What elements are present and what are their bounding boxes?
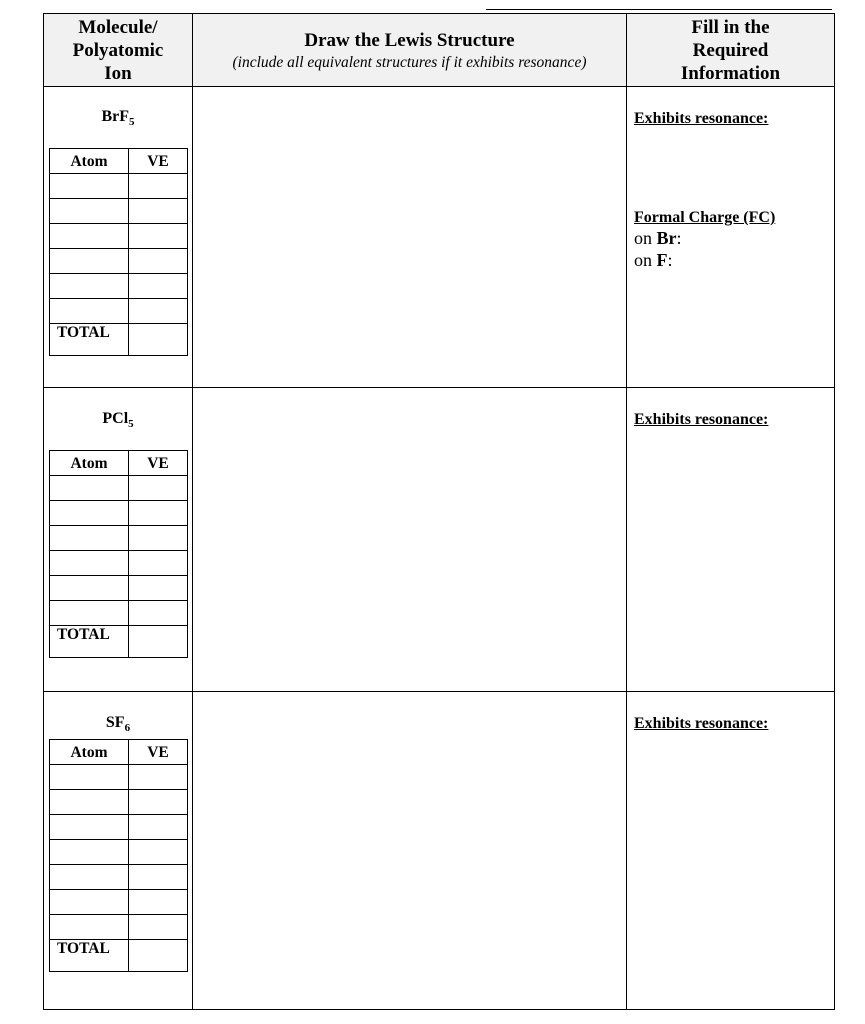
ve-header: VE: [147, 744, 169, 761]
header-molecule: [44, 14, 192, 86]
ve-header: VE: [147, 455, 169, 472]
ve-input-row[interactable]: [50, 765, 187, 790]
header-molecule-label: Molecule/ Polyatomic Ion: [72, 16, 164, 84]
total-label: TOTAL: [50, 324, 129, 355]
header-lewis: [193, 14, 626, 86]
ve-total-row[interactable]: [50, 324, 187, 355]
ve-input-row[interactable]: [50, 790, 187, 815]
column-divider: [626, 14, 627, 1009]
header-info-label: Fill in the Required Information: [680, 16, 781, 84]
atom-header: Atom: [50, 740, 129, 764]
ve-input-row[interactable]: [50, 865, 187, 890]
atom-header: Atom: [50, 451, 129, 475]
ve-input-row[interactable]: [50, 174, 187, 199]
ve-input-row[interactable]: [50, 601, 187, 626]
ve-input-row[interactable]: [50, 890, 187, 915]
ve-input-row[interactable]: [50, 274, 187, 299]
ve-input-row[interactable]: [50, 501, 187, 526]
ve-table-header: [50, 451, 187, 476]
ve-input-row[interactable]: [50, 576, 187, 601]
molecule-formula: $SF_6$: [105, 714, 131, 735]
molecule-formula: PCl$_5$: [102, 410, 134, 431]
row-divider: [44, 86, 834, 87]
ve-total-row[interactable]: [50, 940, 187, 971]
info-block: [634, 715, 768, 733]
resonance-label: Exhibits resonance:: [634, 715, 769, 732]
info-block: [634, 411, 768, 429]
ve-input-row[interactable]: [50, 840, 187, 865]
ve-input-row[interactable]: [50, 551, 187, 576]
ve-table: [49, 148, 188, 356]
column-divider: [192, 14, 193, 1009]
atom-header: Atom: [50, 149, 129, 173]
resonance-label: Exhibits resonance:: [634, 411, 769, 428]
fc-on-br: on Br:: [634, 228, 682, 248]
fc-on-f: on F:: [634, 250, 673, 270]
header-lewis-subtitle: (include all equivalent structures if it exhibits resonance): [232, 53, 587, 71]
info-block: [634, 110, 775, 271]
ve-input-row[interactable]: [50, 526, 187, 551]
ve-total-row[interactable]: [50, 626, 187, 657]
ve-table: [49, 450, 188, 658]
ve-input-row[interactable]: [50, 476, 187, 501]
ve-input-row[interactable]: [50, 199, 187, 224]
ve-input-row[interactable]: [50, 249, 187, 274]
worksheet-table: [43, 13, 835, 1010]
ve-input-row[interactable]: [50, 224, 187, 249]
row-divider: [44, 691, 834, 692]
header-info: [627, 14, 834, 86]
ve-input-row[interactable]: [50, 299, 187, 324]
ve-input-row[interactable]: [50, 915, 187, 940]
ve-header: VE: [147, 153, 169, 170]
header-lewis-title: Draw the Lewis Structure: [304, 29, 515, 51]
total-label: TOTAL: [50, 940, 129, 971]
resonance-label: Exhibits resonance:: [634, 110, 769, 127]
ve-table: [49, 739, 188, 972]
total-label: TOTAL: [50, 626, 129, 657]
top-rule: [486, 9, 832, 10]
ve-table-header: [50, 149, 187, 174]
ve-input-row[interactable]: [50, 815, 187, 840]
row-divider: [44, 387, 834, 388]
molecule-formula: BrF$_5$: [101, 108, 135, 129]
ve-table-header: [50, 740, 187, 765]
formal-charge-label: Formal Charge (FC): [634, 209, 776, 226]
